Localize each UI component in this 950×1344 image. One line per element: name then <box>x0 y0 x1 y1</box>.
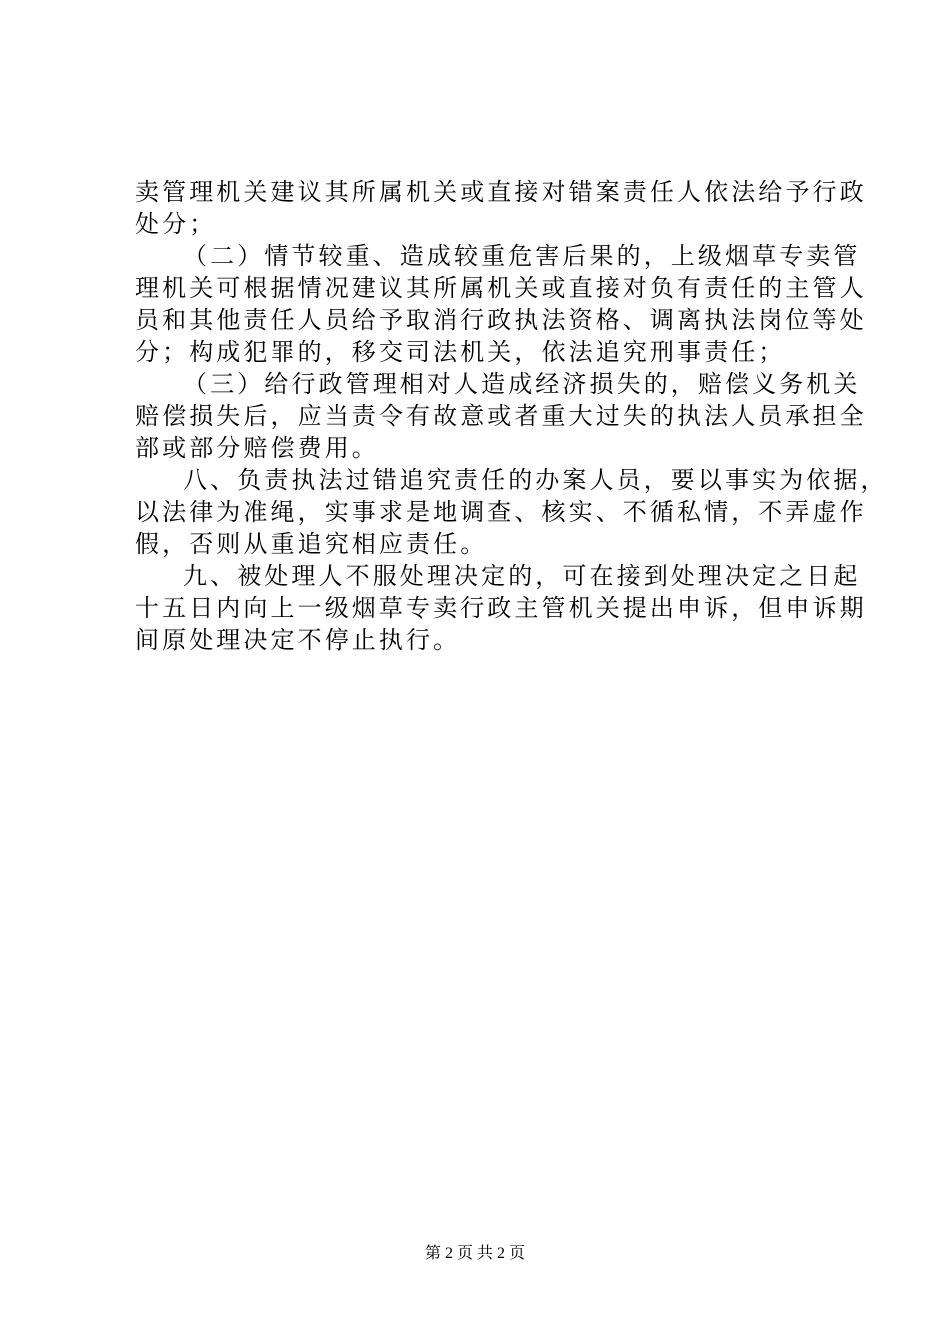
paragraph-start-line: 八、负责执法过错追究责任的办案人员，要以事实为依据， <box>183 466 888 494</box>
body-text-line: 处分； <box>135 210 217 238</box>
paragraph-start-line: （二）情节较重、造成较重危害后果的，上级烟草专卖管 <box>183 242 861 270</box>
body-text-line: 卖管理机关建议其所属机关或直接对错案责任人依法给予行政 <box>135 178 867 206</box>
page-footer: 第 2 页 共 2 页 <box>424 1245 525 1262</box>
body-text-line: 理机关可根据情况建议其所属机关或直接对负有责任的主管人 <box>135 274 867 302</box>
body-text-line: 十五日内向上一级烟草专卖行政主管机关提出申诉，但申诉期 <box>135 594 867 622</box>
paragraph-start-line: （三）给行政管理相对人造成经济损失的，赔偿义务机关 <box>183 370 861 398</box>
body-text-line: 间原处理决定不停止执行。 <box>135 626 461 654</box>
body-text-line: 员和其他责任人员给予取消行政执法资格、调离执法岗位等处 <box>135 306 867 334</box>
body-text-line: 赔偿损失后，应当责令有故意或者重大过失的执法人员承担全 <box>135 402 867 430</box>
paragraph-start-line: 九、被处理人不服处理决定的，可在接到处理决定之日起 <box>183 562 861 590</box>
body-text-line: 假，否则从重追究相应责任。 <box>135 530 488 558</box>
body-text-line: 部或部分赔偿费用。 <box>135 434 379 462</box>
body-text-line: 以法律为准绳，实事求是地调查、核实、不循私情，不弄虚作 <box>135 498 867 526</box>
body-text-line: 分；构成犯罪的，移交司法机关，依法追究刑事责任； <box>135 338 786 366</box>
